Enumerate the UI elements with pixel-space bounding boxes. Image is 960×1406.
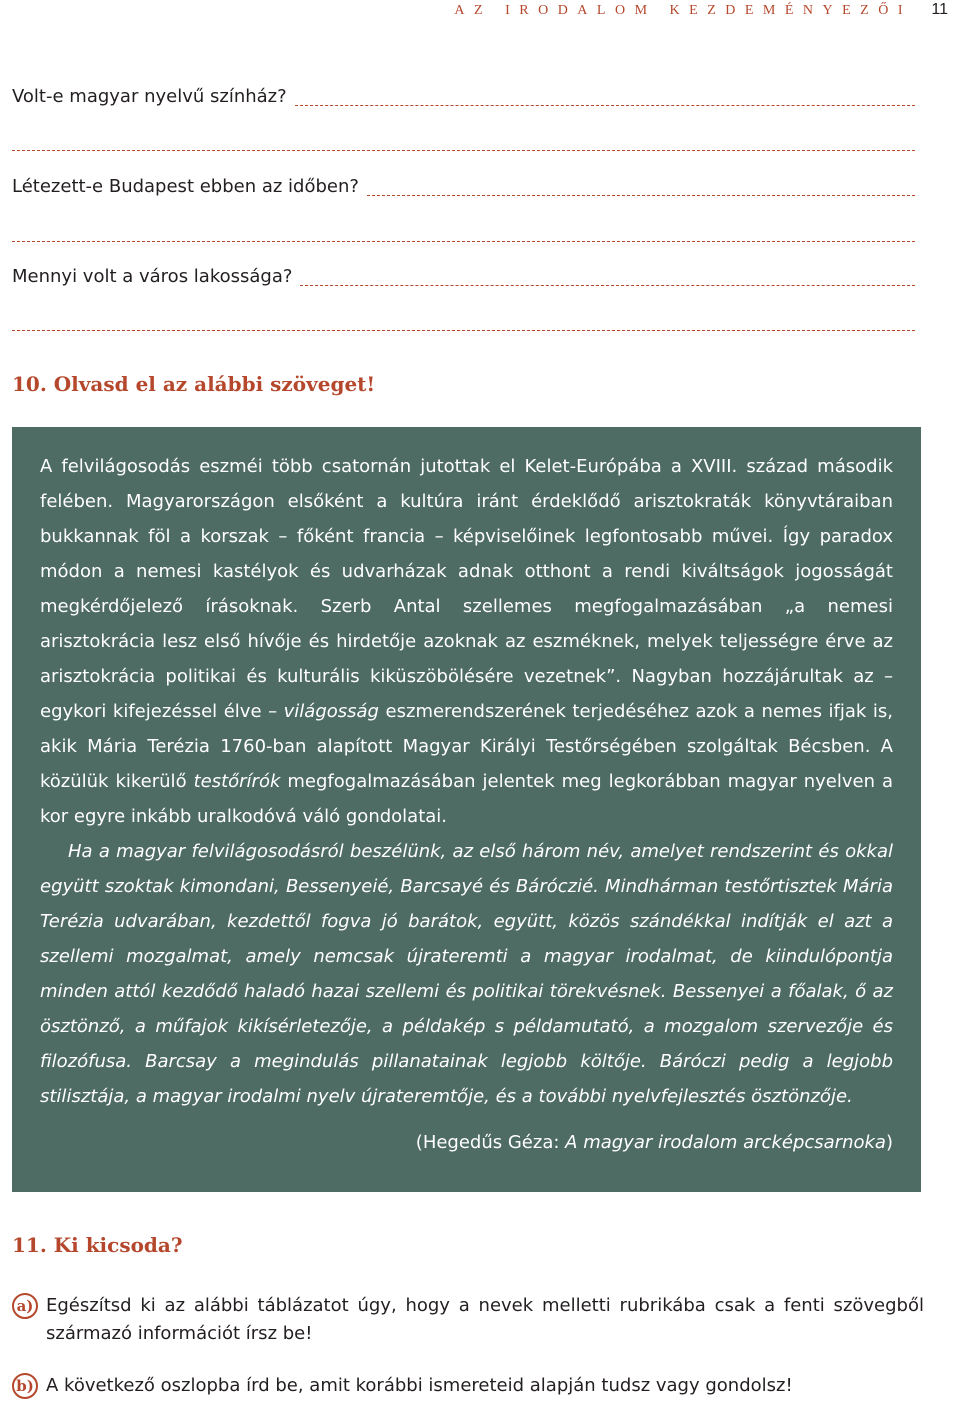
answer-line[interactable] (300, 285, 915, 286)
question-label: Volt-e magyar nyelvű színház? (12, 86, 287, 107)
task-a-text: Egészítsd ki az alábbi táblázatot úgy, hogy a nevek melletti rubrikába csak a fenti szövegből származó információt írsz be! (46, 1295, 924, 1344)
reading-text: eszmerendszerének terjedéséhez azok a nemes ifjak is, akik Mária Terézia 1760-ban alapított Magyar Királyi Testőrségében szolgáltak Bécsben. A közülük kikerülő (40, 701, 893, 792)
running-title: AZ IRODALOM KEZDEMÉNYEZŐI (454, 3, 912, 18)
reading-text: megfogalmazásában jelentek meg legkorábban magyar nyelven a kor egyre inkább uralkodóvá váló gondolatai. (40, 771, 893, 827)
exercise-10-heading: 10. Olvasd el az alábbi szöveget! (12, 372, 376, 396)
question-row (12, 174, 915, 198)
reading-emphasis: világosság (283, 701, 379, 722)
page-header (0, 0, 960, 22)
reading-paragraph-2: Ha a magyar felvilágosodásról beszélünk, az első három név, amelyet rendszerint és okkal együtt szoktak kimondani, Bessenyeié, Barcsayé és Báróczié. Mindhárman testőrtisztek Mária Terézia udvarában, kezdettől fogva jó barátok, együtt, közös szándékkal indítják el azt a szellemi mozgalmat, amely nemcsak újrateremti a magyar irodalmat, de kiindulópontja minden attól kezdődő haladó hazai szellemi és politikai törekvésnek. Bessenyei a főalak, ő az ösztönző, a műfajok kikísérletezője, a példakép s példamutató, a mozgalom szervezője és filozófusa. Barcsay a megindulás pillanatainak legjobb költője. Báróczi pedig a legjobb stilisztája, a magyar irodalmi nyelv újrateremtője, és a további nyelvfejlesztés ösztönzője. (40, 841, 893, 1107)
reading-paragraph-1 (40, 449, 893, 834)
exercise-11-heading: 11. Ki kicsoda? (12, 1233, 183, 1257)
task-a (12, 1292, 924, 1348)
task-b (12, 1372, 924, 1400)
task-a-badge: a) (12, 1293, 38, 1319)
question-label: Mennyi volt a város lakossága? (12, 266, 293, 287)
citation-title: A magyar irodalom arcképcsarnoka (565, 1132, 886, 1153)
page-number: 11 (931, 1, 948, 18)
task-b-text: A következő oszlopba írd be, amit korábbi ismereteid alapján tudsz vagy gondolsz! (46, 1375, 793, 1396)
reading-text: A felvilágosodás eszméi több csatornán jutottak el Kelet-Európába a XVIII. század második felében. Magyarországon elsőként a kultúra iránt érdeklődő arisztokraták könyvtáraiban bukkannak föl a korszak – főként francia – képviselőinek legfontosabb művei. Így paradox módon a nemesi kastélyok és udvarházak adnak otthont a rendi kiváltságok jogosságát megkérdőjelező írásoknak. Szerb Antal szellemes megfogalmazásában „a nemesi arisztokrácia lesz első hívője és hirdetője azoknak az eszméknek, melyek teljességre érve az arisztokrácia politikai és kulturális kiküszöbölésére vezetnek”. Nagyban hozzájárultak az – egykori kifejezéssel élve – (40, 456, 893, 722)
answer-line[interactable] (12, 150, 915, 151)
citation-author: (Hegedűs Géza: (415, 1132, 566, 1153)
task-b-badge: b) (12, 1373, 38, 1399)
question-row (12, 264, 915, 288)
question-label: Létezett-e Budapest ebben az időben? (12, 176, 359, 197)
reading-box (12, 427, 921, 1192)
answer-line[interactable] (295, 105, 915, 106)
reading-emphasis: testőrírók (193, 771, 281, 792)
answer-line[interactable] (12, 241, 915, 242)
citation (40, 1129, 893, 1157)
answer-line[interactable] (12, 330, 915, 331)
citation-close: ) (885, 1132, 893, 1153)
answer-line[interactable] (367, 195, 915, 196)
question-row (12, 84, 915, 108)
